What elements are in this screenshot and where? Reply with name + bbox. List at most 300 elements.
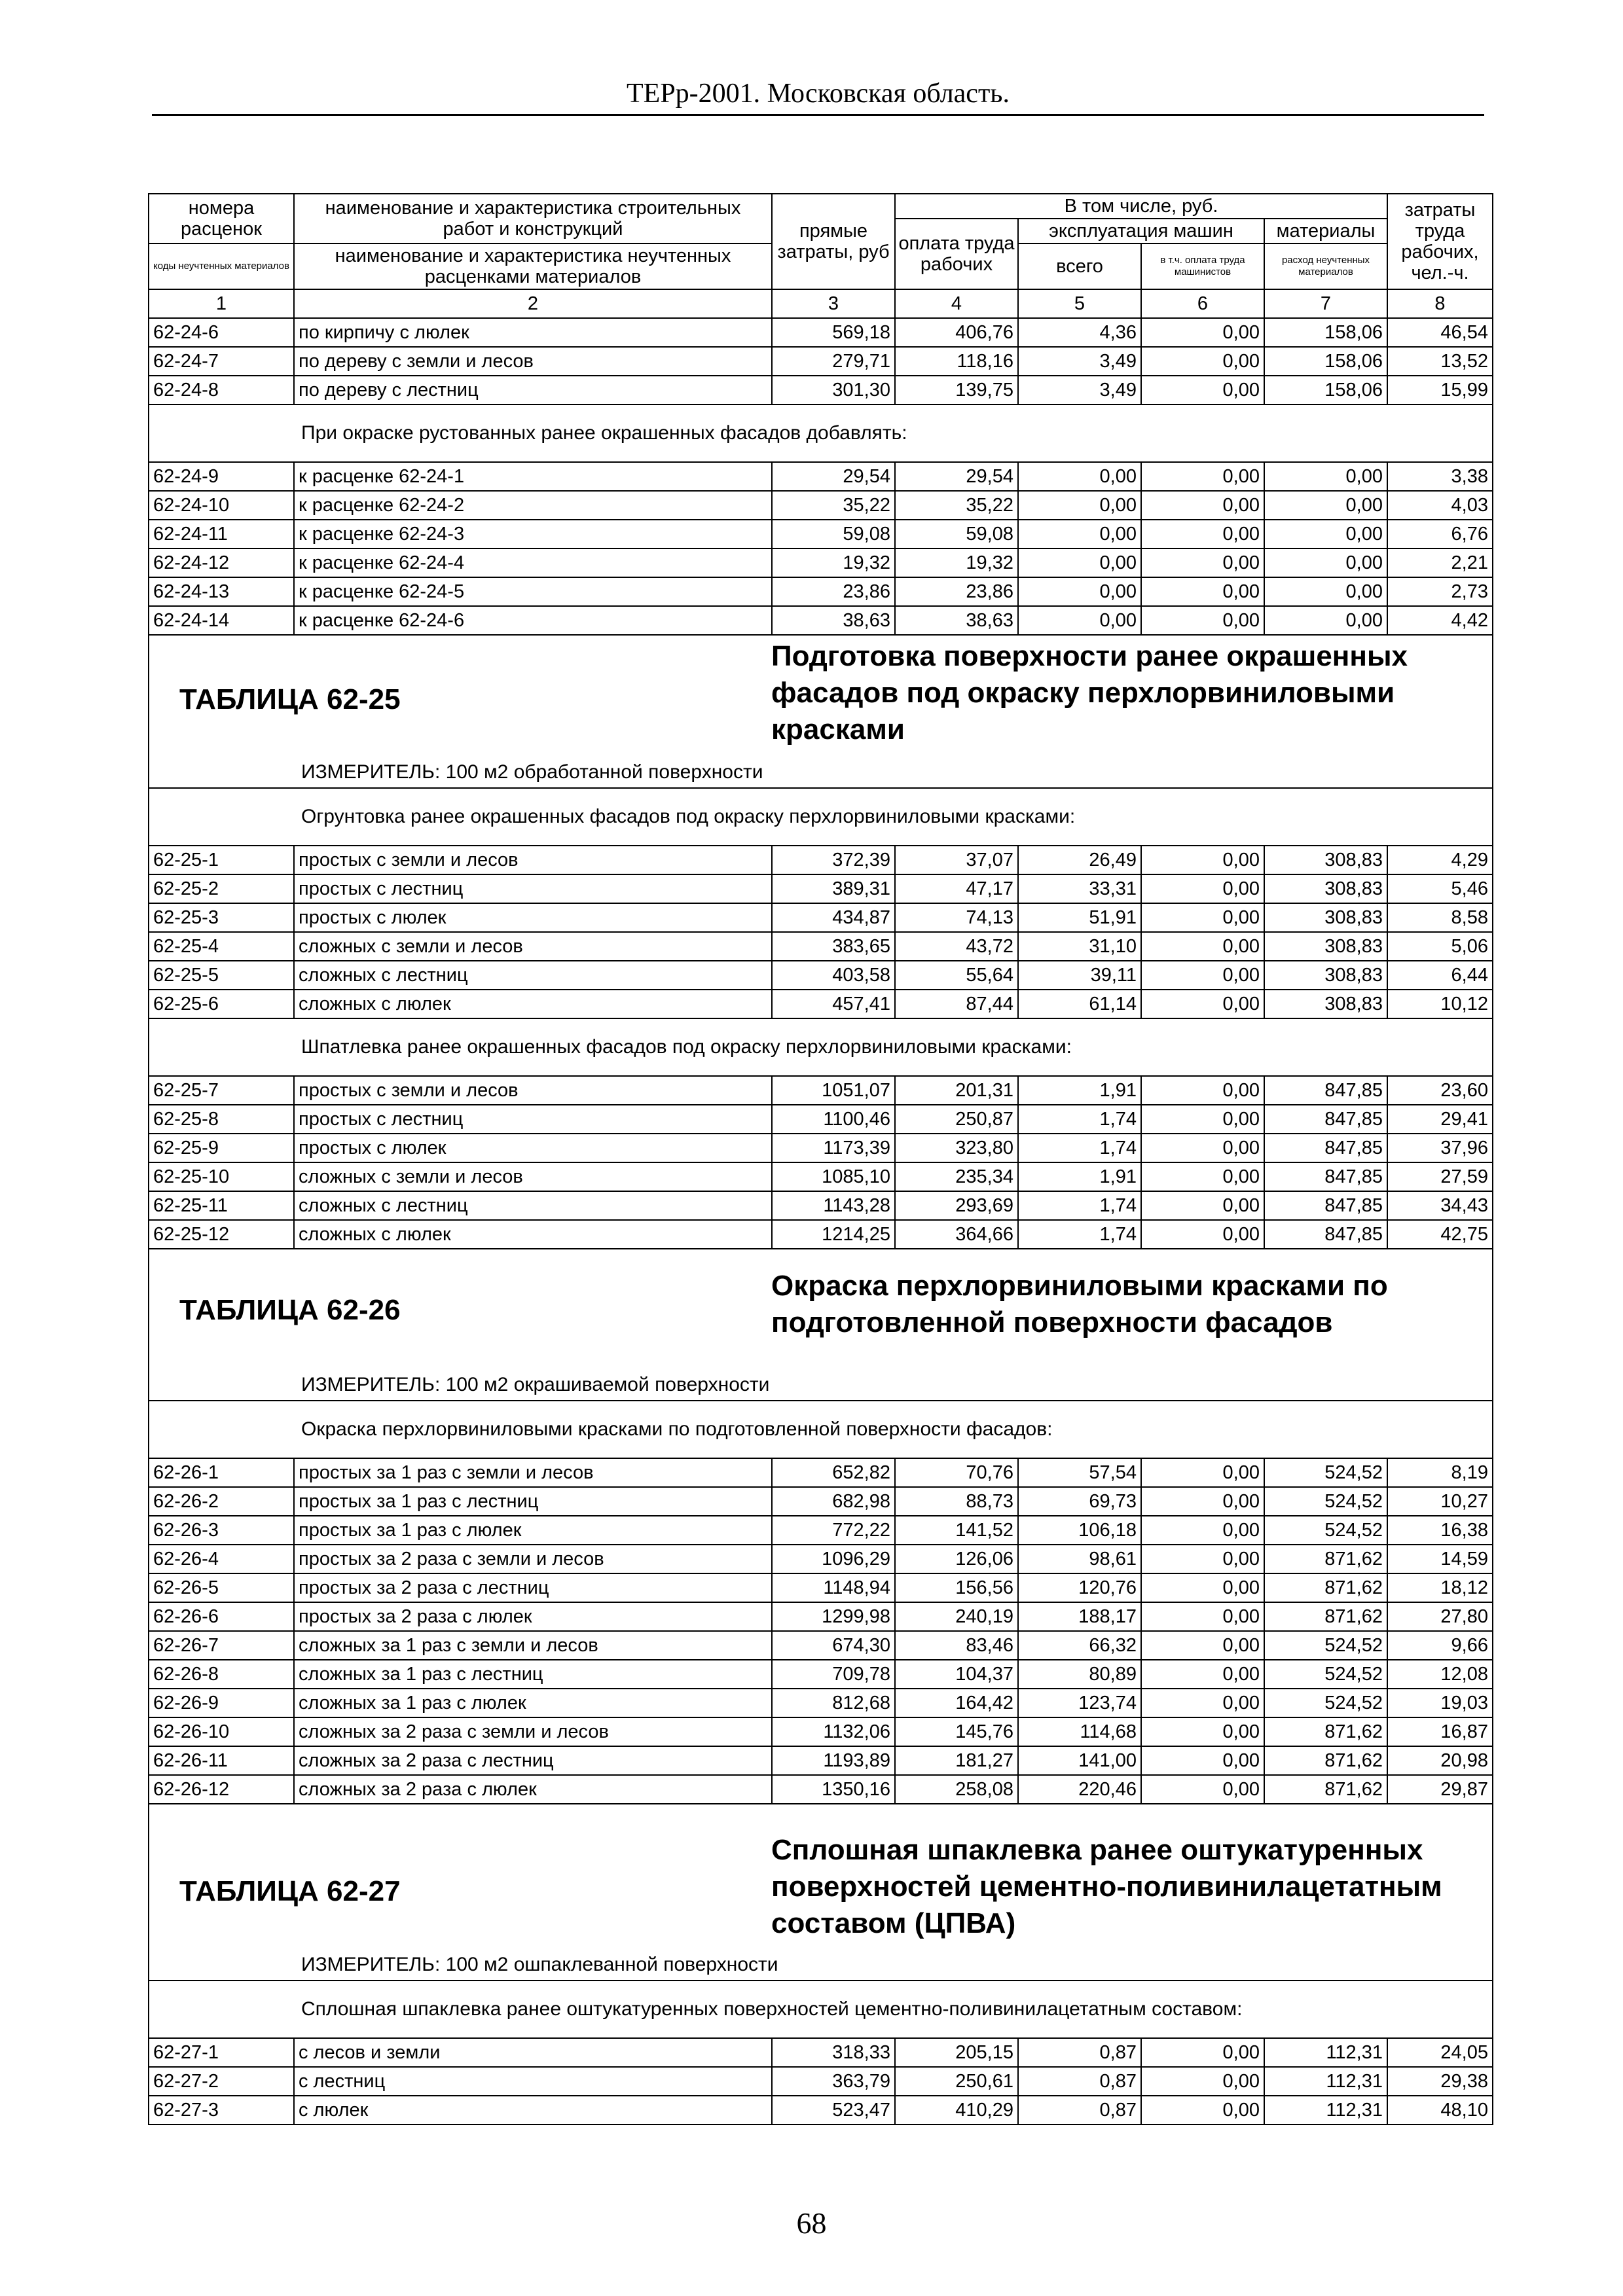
cell-labor-hours: 27,80 bbox=[1387, 1602, 1493, 1631]
page-header: ТЕРр-2001. Московская область. bbox=[152, 77, 1484, 116]
col-head-number: номера расценок bbox=[149, 194, 294, 243]
cell-wages: 59,08 bbox=[895, 520, 1018, 548]
cell-labor-hours: 20,98 bbox=[1387, 1746, 1493, 1775]
cell-materials: 0,00 bbox=[1264, 520, 1387, 548]
measure-unit bbox=[301, 1374, 769, 1396]
table-row bbox=[149, 1220, 1493, 1249]
cell-labor-hours: 37,96 bbox=[1387, 1134, 1493, 1162]
col-number-6: 6 bbox=[1141, 289, 1264, 318]
table-row bbox=[149, 1134, 1493, 1162]
cell-materials: 871,62 bbox=[1264, 1573, 1387, 1602]
table-label: ТАБЛИЦА 62-26 bbox=[179, 1294, 401, 1326]
table-62-25-rows-1 bbox=[149, 846, 1493, 1018]
cell-rate-code: 62-24-9 bbox=[149, 462, 294, 491]
col-head-machines: эксплуатация машин bbox=[1018, 219, 1264, 243]
cell-wages: 205,15 bbox=[895, 2038, 1018, 2067]
table-62-26-rows bbox=[149, 1458, 1493, 1804]
cell-work-name: простых с земли и лесов bbox=[294, 1076, 772, 1105]
cell-materials: 524,52 bbox=[1264, 1689, 1387, 1717]
measure-unit-value: 100 м2 ошпаклеванной поверхности bbox=[445, 1954, 778, 1975]
cell-wages: 181,27 bbox=[895, 1746, 1018, 1775]
cell-direct-cost: 19,32 bbox=[772, 548, 895, 577]
cell-direct-cost: 1132,06 bbox=[772, 1717, 895, 1746]
col-head-name: наименование и характеристика строительных работ и конструкций bbox=[294, 194, 772, 243]
cell-machinist-wages: 0,00 bbox=[1141, 1689, 1264, 1717]
table-62-26-head bbox=[149, 1249, 1493, 1458]
cell-machinist-wages: 0,00 bbox=[1141, 903, 1264, 932]
cell-materials: 308,83 bbox=[1264, 846, 1387, 874]
cell-materials: 524,52 bbox=[1264, 1487, 1387, 1516]
cell-work-name: к расценке 62-24-5 bbox=[294, 577, 772, 606]
cell-machinist-wages: 0,00 bbox=[1141, 1191, 1264, 1220]
cell-materials: 0,00 bbox=[1264, 548, 1387, 577]
cell-rate-code: 62-25-3 bbox=[149, 903, 294, 932]
cell-machines-total: 26,49 bbox=[1018, 846, 1141, 874]
col-number-2: 2 bbox=[294, 289, 772, 318]
cell-work-name: к расценке 62-24-2 bbox=[294, 491, 772, 520]
cell-direct-cost: 389,31 bbox=[772, 874, 895, 903]
cell-machinist-wages: 0,00 bbox=[1141, 1775, 1264, 1804]
cell-machines-total: 3,49 bbox=[1018, 347, 1141, 376]
cell-direct-cost: 1299,98 bbox=[772, 1602, 895, 1631]
cell-direct-cost: 29,54 bbox=[772, 462, 895, 491]
cell-machines-total: 39,11 bbox=[1018, 961, 1141, 990]
cell-materials: 524,52 bbox=[1264, 1516, 1387, 1545]
cell-work-name: с лесов и земли bbox=[294, 2038, 772, 2067]
cell-direct-cost: 1350,16 bbox=[772, 1775, 895, 1804]
cell-machinist-wages: 0,00 bbox=[1141, 1602, 1264, 1631]
table-row bbox=[149, 1487, 1493, 1516]
cell-wages: 47,17 bbox=[895, 874, 1018, 903]
cell-labor-hours: 5,06 bbox=[1387, 932, 1493, 961]
cell-wages: 88,73 bbox=[895, 1487, 1018, 1516]
cell-labor-hours: 2,73 bbox=[1387, 577, 1493, 606]
table-row bbox=[149, 548, 1493, 577]
cell-machinist-wages: 0,00 bbox=[1141, 376, 1264, 404]
col-head-material-usage: расход неучтенных материалов bbox=[1264, 243, 1387, 289]
col-head-material-codes: коды неучтенных материалов bbox=[149, 243, 294, 289]
cell-direct-cost: 363,79 bbox=[772, 2067, 895, 2096]
cell-materials: 847,85 bbox=[1264, 1076, 1387, 1105]
cell-labor-hours: 5,46 bbox=[1387, 874, 1493, 903]
block-b bbox=[149, 404, 1493, 462]
table-row bbox=[149, 1162, 1493, 1191]
cell-rate-code: 62-24-12 bbox=[149, 548, 294, 577]
cell-work-name: к расценке 62-24-1 bbox=[294, 462, 772, 491]
cell-materials: 0,00 bbox=[1264, 577, 1387, 606]
cell-wages: 55,64 bbox=[895, 961, 1018, 990]
cell-rate-code: 62-25-8 bbox=[149, 1105, 294, 1134]
cell-wages: 258,08 bbox=[895, 1775, 1018, 1804]
table-row bbox=[149, 961, 1493, 990]
cell-wages: 74,13 bbox=[895, 903, 1018, 932]
cell-work-name: по дереву с лестниц bbox=[294, 376, 772, 404]
cell-direct-cost: 1085,10 bbox=[772, 1162, 895, 1191]
cell-wages: 37,07 bbox=[895, 846, 1018, 874]
cell-rate-code: 62-26-9 bbox=[149, 1689, 294, 1717]
cell-machinist-wages: 0,00 bbox=[1141, 2096, 1264, 2125]
cell-machines-total: 0,00 bbox=[1018, 462, 1141, 491]
table-label: ТАБЛИЦА 62-27 bbox=[179, 1875, 401, 1907]
cell-machinist-wages: 0,00 bbox=[1141, 846, 1264, 874]
table-62-25-section-2 bbox=[149, 1018, 1493, 1076]
cell-machines-total: 1,91 bbox=[1018, 1162, 1141, 1191]
cell-machinist-wages: 0,00 bbox=[1141, 1516, 1264, 1545]
cell-labor-hours: 8,58 bbox=[1387, 903, 1493, 932]
cell-work-name: к расценке 62-24-3 bbox=[294, 520, 772, 548]
cell-wages: 293,69 bbox=[895, 1191, 1018, 1220]
cell-work-name: простых с лестниц bbox=[294, 1105, 772, 1134]
cell-rate-code: 62-27-3 bbox=[149, 2096, 294, 2125]
table-header-block bbox=[149, 1804, 1493, 1981]
cell-work-name: сложных за 1 раз с земли и лесов bbox=[294, 1631, 772, 1660]
cell-machines-total: 3,49 bbox=[1018, 376, 1141, 404]
table-row bbox=[149, 1602, 1493, 1631]
cell-work-name: простых за 2 раза с люлек bbox=[294, 1602, 772, 1631]
cell-wages: 126,06 bbox=[895, 1545, 1018, 1573]
cell-machinist-wages: 0,00 bbox=[1141, 318, 1264, 347]
cell-work-name: сложных за 1 раз с лестниц bbox=[294, 1660, 772, 1689]
cell-wages: 83,46 bbox=[895, 1631, 1018, 1660]
cell-labor-hours: 6,76 bbox=[1387, 520, 1493, 548]
rates-table bbox=[148, 193, 1493, 2125]
cell-machinist-wages: 0,00 bbox=[1141, 1458, 1264, 1487]
table-row bbox=[149, 2067, 1493, 2096]
cell-direct-cost: 1100,46 bbox=[772, 1105, 895, 1134]
cell-machines-total: 0,00 bbox=[1018, 491, 1141, 520]
table-header bbox=[149, 194, 1493, 318]
cell-machinist-wages: 0,00 bbox=[1141, 990, 1264, 1018]
table-row bbox=[149, 2096, 1493, 2125]
cell-direct-cost: 1214,25 bbox=[772, 1220, 895, 1249]
cell-labor-hours: 4,42 bbox=[1387, 606, 1493, 635]
cell-materials: 524,52 bbox=[1264, 1660, 1387, 1689]
cell-machinist-wages: 0,00 bbox=[1141, 1631, 1264, 1660]
cell-machinist-wages: 0,00 bbox=[1141, 577, 1264, 606]
cell-machinist-wages: 0,00 bbox=[1141, 2038, 1264, 2067]
cell-machines-total: 0,00 bbox=[1018, 548, 1141, 577]
cell-labor-hours: 2,21 bbox=[1387, 548, 1493, 577]
cell-direct-cost: 674,30 bbox=[772, 1631, 895, 1660]
col-number-7: 7 bbox=[1264, 289, 1387, 318]
cell-wages: 38,63 bbox=[895, 606, 1018, 635]
cell-materials: 0,00 bbox=[1264, 491, 1387, 520]
cell-wages: 406,76 bbox=[895, 318, 1018, 347]
cell-rate-code: 62-25-9 bbox=[149, 1134, 294, 1162]
cell-labor-hours: 14,59 bbox=[1387, 1545, 1493, 1573]
col-number-4: 4 bbox=[895, 289, 1018, 318]
cell-work-name: простых за 1 раз с земли и лесов bbox=[294, 1458, 772, 1487]
cell-machines-total: 123,74 bbox=[1018, 1689, 1141, 1717]
table-row bbox=[149, 1631, 1493, 1660]
cell-machinist-wages: 0,00 bbox=[1141, 606, 1264, 635]
col-head-machines-total: всего bbox=[1018, 243, 1141, 289]
table-row bbox=[149, 577, 1493, 606]
cell-work-name: по кирпичу с люлек bbox=[294, 318, 772, 347]
table-row bbox=[149, 318, 1493, 347]
cell-machines-total: 120,76 bbox=[1018, 1573, 1141, 1602]
cell-materials: 158,06 bbox=[1264, 376, 1387, 404]
table-row bbox=[149, 1076, 1493, 1105]
cell-machines-total: 220,46 bbox=[1018, 1775, 1141, 1804]
cell-labor-hours: 27,59 bbox=[1387, 1162, 1493, 1191]
cell-rate-code: 62-24-13 bbox=[149, 577, 294, 606]
cell-work-name: простых за 2 раза с лестниц bbox=[294, 1573, 772, 1602]
page-number: 68 bbox=[796, 2206, 827, 2240]
cell-machines-total: 1,74 bbox=[1018, 1191, 1141, 1220]
table-header-block bbox=[149, 1249, 1493, 1401]
cell-machines-total: 1,74 bbox=[1018, 1134, 1141, 1162]
cell-direct-cost: 1051,07 bbox=[772, 1076, 895, 1105]
cell-rate-code: 62-26-6 bbox=[149, 1602, 294, 1631]
cell-direct-cost: 434,87 bbox=[772, 903, 895, 932]
cell-wages: 29,54 bbox=[895, 462, 1018, 491]
cell-work-name: сложных с лестниц bbox=[294, 961, 772, 990]
table-row bbox=[149, 903, 1493, 932]
cell-machines-total: 0,00 bbox=[1018, 606, 1141, 635]
table-row bbox=[149, 1458, 1493, 1487]
cell-wages: 410,29 bbox=[895, 2096, 1018, 2125]
cell-wages: 235,34 bbox=[895, 1162, 1018, 1191]
cell-labor-hours: 10,27 bbox=[1387, 1487, 1493, 1516]
cell-work-name: сложных за 2 раза с люлек bbox=[294, 1775, 772, 1804]
table-row bbox=[149, 1717, 1493, 1746]
cell-work-name: простых с люлек bbox=[294, 903, 772, 932]
cell-machinist-wages: 0,00 bbox=[1141, 1134, 1264, 1162]
cell-direct-cost: 38,63 bbox=[772, 606, 895, 635]
cell-materials: 524,52 bbox=[1264, 1458, 1387, 1487]
cell-materials: 847,85 bbox=[1264, 1220, 1387, 1249]
table-row bbox=[149, 1191, 1493, 1220]
cell-wages: 156,56 bbox=[895, 1573, 1018, 1602]
cell-rate-code: 62-26-3 bbox=[149, 1516, 294, 1545]
measure-unit bbox=[301, 761, 763, 783]
col-head-materials: материалы bbox=[1264, 219, 1387, 243]
cell-materials: 871,62 bbox=[1264, 1775, 1387, 1804]
cell-wages: 323,80 bbox=[895, 1134, 1018, 1162]
cell-rate-code: 62-26-7 bbox=[149, 1631, 294, 1660]
cell-labor-hours: 48,10 bbox=[1387, 2096, 1493, 2125]
table-62-27-head bbox=[149, 1804, 1493, 2038]
cell-machinist-wages: 0,00 bbox=[1141, 2067, 1264, 2096]
cell-rate-code: 62-26-2 bbox=[149, 1487, 294, 1516]
cell-labor-hours: 3,38 bbox=[1387, 462, 1493, 491]
col-number-8: 8 bbox=[1387, 289, 1493, 318]
cell-labor-hours: 16,38 bbox=[1387, 1516, 1493, 1545]
cell-machines-total: 98,61 bbox=[1018, 1545, 1141, 1573]
cell-labor-hours: 4,03 bbox=[1387, 491, 1493, 520]
cell-direct-cost: 772,22 bbox=[772, 1516, 895, 1545]
cell-machines-total: 80,89 bbox=[1018, 1660, 1141, 1689]
cell-labor-hours: 23,60 bbox=[1387, 1076, 1493, 1105]
cell-machines-total: 1,74 bbox=[1018, 1105, 1141, 1134]
col-head-including: В том числе, руб. bbox=[895, 194, 1387, 219]
cell-work-name: простых с люлек bbox=[294, 1134, 772, 1162]
cell-materials: 112,31 bbox=[1264, 2038, 1387, 2067]
cell-work-name: к расценке 62-24-6 bbox=[294, 606, 772, 635]
table-row bbox=[149, 2038, 1493, 2067]
cell-machines-total: 141,00 bbox=[1018, 1746, 1141, 1775]
cell-rate-code: 62-25-5 bbox=[149, 961, 294, 990]
cell-work-name: по дереву с земли и лесов bbox=[294, 347, 772, 376]
cell-wages: 250,87 bbox=[895, 1105, 1018, 1134]
cell-machinist-wages: 0,00 bbox=[1141, 1660, 1264, 1689]
cell-work-name: сложных с лестниц bbox=[294, 1191, 772, 1220]
cell-machinist-wages: 0,00 bbox=[1141, 347, 1264, 376]
block-a-rows bbox=[149, 318, 1493, 404]
cell-work-name: простых за 1 раз с люлек bbox=[294, 1516, 772, 1545]
cell-work-name: простых с лестниц bbox=[294, 874, 772, 903]
cell-rate-code: 62-25-4 bbox=[149, 932, 294, 961]
table-row bbox=[149, 1775, 1493, 1804]
cell-machinist-wages: 0,00 bbox=[1141, 1545, 1264, 1573]
cell-labor-hours: 16,87 bbox=[1387, 1717, 1493, 1746]
cell-direct-cost: 279,71 bbox=[772, 347, 895, 376]
cell-labor-hours: 8,19 bbox=[1387, 1458, 1493, 1487]
cell-work-name: к расценке 62-24-4 bbox=[294, 548, 772, 577]
table-62-25-head bbox=[149, 635, 1493, 846]
cell-materials: 871,62 bbox=[1264, 1545, 1387, 1573]
table-row bbox=[149, 376, 1493, 404]
cell-wages: 35,22 bbox=[895, 491, 1018, 520]
cell-materials: 308,83 bbox=[1264, 903, 1387, 932]
cell-machinist-wages: 0,00 bbox=[1141, 1220, 1264, 1249]
cell-rate-code: 62-26-10 bbox=[149, 1717, 294, 1746]
cell-direct-cost: 1193,89 bbox=[772, 1746, 895, 1775]
measure-unit-value: 100 м2 обработанной поверхности bbox=[445, 761, 763, 783]
cell-direct-cost: 1148,94 bbox=[772, 1573, 895, 1602]
cell-work-name: с лестниц bbox=[294, 2067, 772, 2096]
table-row bbox=[149, 1545, 1493, 1573]
cell-wages: 201,31 bbox=[895, 1076, 1018, 1105]
cell-machinist-wages: 0,00 bbox=[1141, 548, 1264, 577]
cell-labor-hours: 19,03 bbox=[1387, 1689, 1493, 1717]
section-heading: Шпатлевка ранее окрашенных фасадов под окраску перхлорвиниловыми красками: bbox=[149, 1018, 1493, 1076]
section-heading: Окраска перхлорвиниловыми красками по подготовленной поверхности фасадов: bbox=[149, 1401, 1493, 1458]
cell-work-name: сложных с земли и лесов bbox=[294, 1162, 772, 1191]
cell-rate-code: 62-24-7 bbox=[149, 347, 294, 376]
cell-materials: 871,62 bbox=[1264, 1746, 1387, 1775]
cell-rate-code: 62-25-12 bbox=[149, 1220, 294, 1249]
cell-machines-total: 51,91 bbox=[1018, 903, 1141, 932]
block-b-rows bbox=[149, 462, 1493, 635]
cell-direct-cost: 403,58 bbox=[772, 961, 895, 990]
cell-direct-cost: 652,82 bbox=[772, 1458, 895, 1487]
cell-machines-total: 1,74 bbox=[1018, 1220, 1141, 1249]
table-row bbox=[149, 846, 1493, 874]
cell-wages: 250,61 bbox=[895, 2067, 1018, 2096]
cell-rate-code: 62-26-11 bbox=[149, 1746, 294, 1775]
cell-materials: 158,06 bbox=[1264, 347, 1387, 376]
cell-labor-hours: 4,29 bbox=[1387, 846, 1493, 874]
cell-machines-total: 0,00 bbox=[1018, 520, 1141, 548]
cell-machines-total: 188,17 bbox=[1018, 1602, 1141, 1631]
cell-direct-cost: 1143,28 bbox=[772, 1191, 895, 1220]
cell-materials: 871,62 bbox=[1264, 1717, 1387, 1746]
cell-wages: 141,52 bbox=[895, 1516, 1018, 1545]
cell-direct-cost: 569,18 bbox=[772, 318, 895, 347]
cell-materials: 847,85 bbox=[1264, 1105, 1387, 1134]
cell-wages: 23,86 bbox=[895, 577, 1018, 606]
cell-direct-cost: 1173,39 bbox=[772, 1134, 895, 1162]
col-number-1: 1 bbox=[149, 289, 294, 318]
cell-machines-total: 57,54 bbox=[1018, 1458, 1141, 1487]
cell-machines-total: 114,68 bbox=[1018, 1717, 1141, 1746]
cell-direct-cost: 23,86 bbox=[772, 577, 895, 606]
cell-labor-hours: 29,38 bbox=[1387, 2067, 1493, 2096]
cell-materials: 112,31 bbox=[1264, 2067, 1387, 2096]
cell-work-name: простых с земли и лесов bbox=[294, 846, 772, 874]
cell-direct-cost: 372,39 bbox=[772, 846, 895, 874]
cell-work-name: сложных с земли и лесов bbox=[294, 932, 772, 961]
cell-wages: 70,76 bbox=[895, 1458, 1018, 1487]
cell-machines-total: 0,87 bbox=[1018, 2067, 1141, 2096]
cell-materials: 112,31 bbox=[1264, 2096, 1387, 2125]
table-row bbox=[149, 990, 1493, 1018]
cell-machines-total: 66,32 bbox=[1018, 1631, 1141, 1660]
cell-machinist-wages: 0,00 bbox=[1141, 1573, 1264, 1602]
cell-machines-total: 69,73 bbox=[1018, 1487, 1141, 1516]
table-row bbox=[149, 1516, 1493, 1545]
cell-work-name: с люлек bbox=[294, 2096, 772, 2125]
cell-direct-cost: 457,41 bbox=[772, 990, 895, 1018]
cell-rate-code: 62-26-4 bbox=[149, 1545, 294, 1573]
cell-rate-code: 62-25-1 bbox=[149, 846, 294, 874]
cell-machines-total: 0,00 bbox=[1018, 577, 1141, 606]
cell-rate-code: 62-24-14 bbox=[149, 606, 294, 635]
measure-unit-value: 100 м2 окрашиваемой поверхности bbox=[445, 1374, 770, 1395]
cell-materials: 524,52 bbox=[1264, 1631, 1387, 1660]
table-row bbox=[149, 874, 1493, 903]
cell-labor-hours: 15,99 bbox=[1387, 376, 1493, 404]
cell-rate-code: 62-25-7 bbox=[149, 1076, 294, 1105]
cell-materials: 0,00 bbox=[1264, 462, 1387, 491]
cell-rate-code: 62-26-5 bbox=[149, 1573, 294, 1602]
cell-rate-code: 62-24-10 bbox=[149, 491, 294, 520]
col-head-machinist-wages: в т.ч. оплата труда машинистов bbox=[1141, 243, 1264, 289]
cell-wages: 164,42 bbox=[895, 1689, 1018, 1717]
table-title: Сплошная шпаклевка ранее оштукатуренных поверхностей цементно-поливинилацетатным составом (ЦПВА) bbox=[771, 1834, 1442, 1939]
cell-direct-cost: 682,98 bbox=[772, 1487, 895, 1516]
table-62-25-rows-2 bbox=[149, 1076, 1493, 1249]
section-heading: При окраске рустованных ранее окрашенных фасадов добавлять: bbox=[149, 404, 1493, 462]
cell-rate-code: 62-25-11 bbox=[149, 1191, 294, 1220]
cell-work-name: сложных за 2 раза с земли и лесов bbox=[294, 1717, 772, 1746]
cell-rate-code: 62-24-11 bbox=[149, 520, 294, 548]
cell-materials: 847,85 bbox=[1264, 1134, 1387, 1162]
table-row bbox=[149, 1660, 1493, 1689]
cell-machinist-wages: 0,00 bbox=[1141, 520, 1264, 548]
col-number-5: 5 bbox=[1018, 289, 1141, 318]
col-head-wages: оплата труда рабочих bbox=[895, 219, 1018, 289]
cell-labor-hours: 6,44 bbox=[1387, 961, 1493, 990]
cell-direct-cost: 301,30 bbox=[772, 376, 895, 404]
cell-machinist-wages: 0,00 bbox=[1141, 1746, 1264, 1775]
cell-machines-total: 1,91 bbox=[1018, 1076, 1141, 1105]
cell-direct-cost: 59,08 bbox=[772, 520, 895, 548]
table-row bbox=[149, 520, 1493, 548]
cell-machines-total: 0,87 bbox=[1018, 2038, 1141, 2067]
cell-wages: 19,32 bbox=[895, 548, 1018, 577]
table-row bbox=[149, 462, 1493, 491]
section-heading: Сплошная шпаклевка ранее оштукатуренных поверхностей цементно-поливинилацетатным составом: bbox=[149, 1981, 1493, 2038]
cell-labor-hours: 24,05 bbox=[1387, 2038, 1493, 2067]
cell-labor-hours: 34,43 bbox=[1387, 1191, 1493, 1220]
cell-rate-code: 62-24-8 bbox=[149, 376, 294, 404]
table-title: Подготовка поверхности ранее окрашенных фасадов под окраску перхлорвиниловыми красками bbox=[771, 640, 1408, 745]
cell-wages: 364,66 bbox=[895, 1220, 1018, 1249]
cell-labor-hours: 29,41 bbox=[1387, 1105, 1493, 1134]
